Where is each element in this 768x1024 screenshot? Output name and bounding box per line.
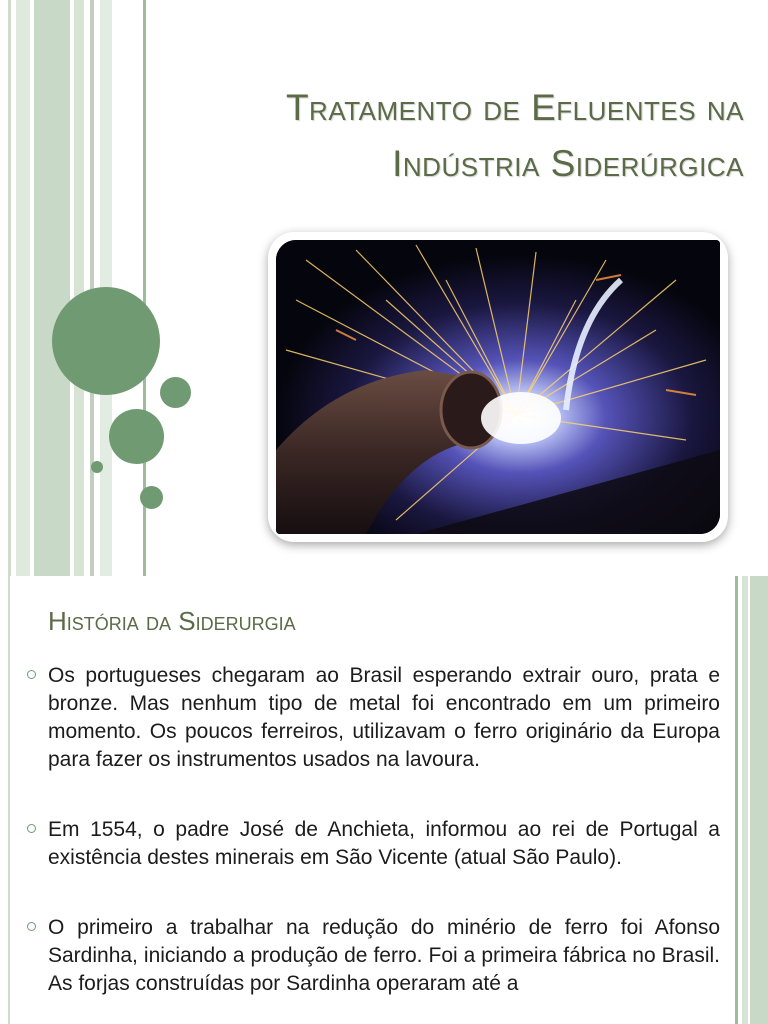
decor-circle (160, 377, 191, 408)
decor-circle (140, 486, 163, 509)
decor-stripe (74, 0, 84, 576)
decor-circle (91, 461, 103, 473)
section-heading: História da Siderurgia (48, 606, 296, 636)
decor-stripe (8, 576, 10, 1024)
bullet-circle-icon (27, 824, 36, 833)
list-item (26, 816, 720, 872)
title-line-1: Tratamento de Efluentes na (285, 87, 744, 128)
content-slide (0, 576, 768, 1024)
decor-circle (109, 409, 164, 464)
decor-stripe (735, 576, 738, 1024)
slide-title (104, 80, 744, 192)
bullet-text: O primeiro a trabalhar na redução do minério de ferro foi Afonso Sardinha, iniciando a produção de ferro. Foi a primeira fábrica no Brasil. As forjas construídas por Sardinha operaram até a (48, 916, 720, 995)
list-item (26, 662, 720, 774)
photo-frame (268, 232, 728, 542)
welding-sparks-image (276, 240, 720, 534)
list-item (26, 914, 720, 998)
decor-stripe (750, 576, 768, 1024)
title-line-2: Indústria Siderúrgica (392, 143, 744, 184)
decor-stripe (742, 576, 748, 1024)
decor-stripe (16, 0, 30, 576)
welding-photo (276, 240, 720, 534)
decor-stripe (8, 0, 11, 576)
decor-stripe (34, 0, 70, 576)
decor-circle-large (52, 287, 160, 395)
bullet-text: Em 1554, o padre José de Anchieta, informou ao rei de Portugal a existência destes minerais em São Vicente (atual São Paulo). (48, 818, 720, 869)
bullet-text: Os portugueses chegaram ao Brasil esperando extrair ouro, prata e bronze. Mas nenhum tipo de metal foi encontrado em um primeiro momento. Os poucos ferreiros, utilizavam o ferro originário da Europa para fazer os instrumentos usados na lavoura. (48, 664, 720, 771)
bullet-circle-icon (27, 670, 36, 679)
bullet-circle-icon (27, 922, 36, 931)
bullet-list (26, 662, 720, 1024)
